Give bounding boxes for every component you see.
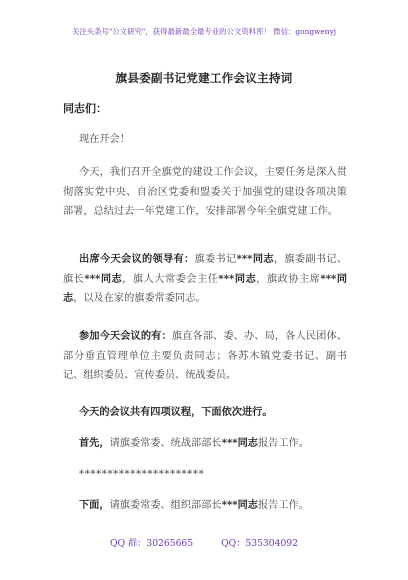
footer (0, 535, 408, 549)
leaders-text-3: ，旗人大常委会主任 (122, 273, 219, 285)
next-tail: 报告工作。 (257, 500, 309, 511)
leaders-paragraph (63, 250, 347, 309)
leaders-text-2: ，旗委副书记、旗长 (63, 254, 348, 285)
leaders-text-5: ，以及在家的旗委常委同志。 (73, 293, 206, 304)
first-text: 请旗委常委、统战部部长 (109, 438, 222, 449)
attendees-text: 旗直各部、委、办、局，各人民团体、部分垂直管理单位主要负责同志；各苏木镇党委书记、副书记、组织委员、宣传委员、统战委员。 (63, 331, 347, 381)
leader-name-2: ***同志 (84, 272, 123, 285)
next-label: 下面， (79, 499, 110, 511)
first-name: ***同志 (221, 437, 258, 449)
leaders-text-1: 旗委书记 (194, 254, 237, 265)
leaders-label: 出席今天会议的领导有： (79, 253, 195, 265)
separator-line: ********************** (79, 469, 205, 480)
agenda-line (79, 403, 363, 423)
footer-qq-group: QQ 群：30265665 (110, 538, 194, 549)
agenda-text: 今天的会议共有四项议程，下面依次进行。 (79, 406, 273, 418)
next-text: 请旗委常委、组织部部长 (109, 500, 222, 511)
next-item (79, 496, 363, 516)
leader-name-1: ***同志 (236, 253, 274, 265)
attendees-label: 参加今天会议的有： (79, 330, 172, 342)
first-label: 首先， (79, 437, 110, 449)
leader-name-3: ***同志 (218, 272, 257, 285)
footer-qq: QQ：535304092 (221, 538, 298, 549)
first-tail: 报告工作。 (257, 438, 309, 449)
leaders-text-4: ，旗政协主席 (256, 273, 321, 285)
attendees-paragraph (63, 327, 347, 386)
opening-line: 现在开会！ (79, 134, 130, 145)
salutation: 同志们： (63, 102, 107, 115)
document-title: 旗县委副书记党建工作会议主持词 (115, 71, 293, 85)
next-name: ***同志 (221, 499, 258, 511)
intro-paragraph: 今天，我们召开全旗党的建设工作会议，主要任务是深入贯彻落实党中央、自治区党委和盟委关于加强党的建设各项决策部署，总结过去一年党建工作，安排部署今年全旗党建工作。 (63, 167, 347, 217)
first-item (79, 434, 363, 454)
leader-name-4: ***同志 (63, 272, 348, 304)
header-note: 关注头条号"公文研究"，获得最新最全最专业的公文资料库！ 微信：gongwenyj (71, 27, 337, 36)
